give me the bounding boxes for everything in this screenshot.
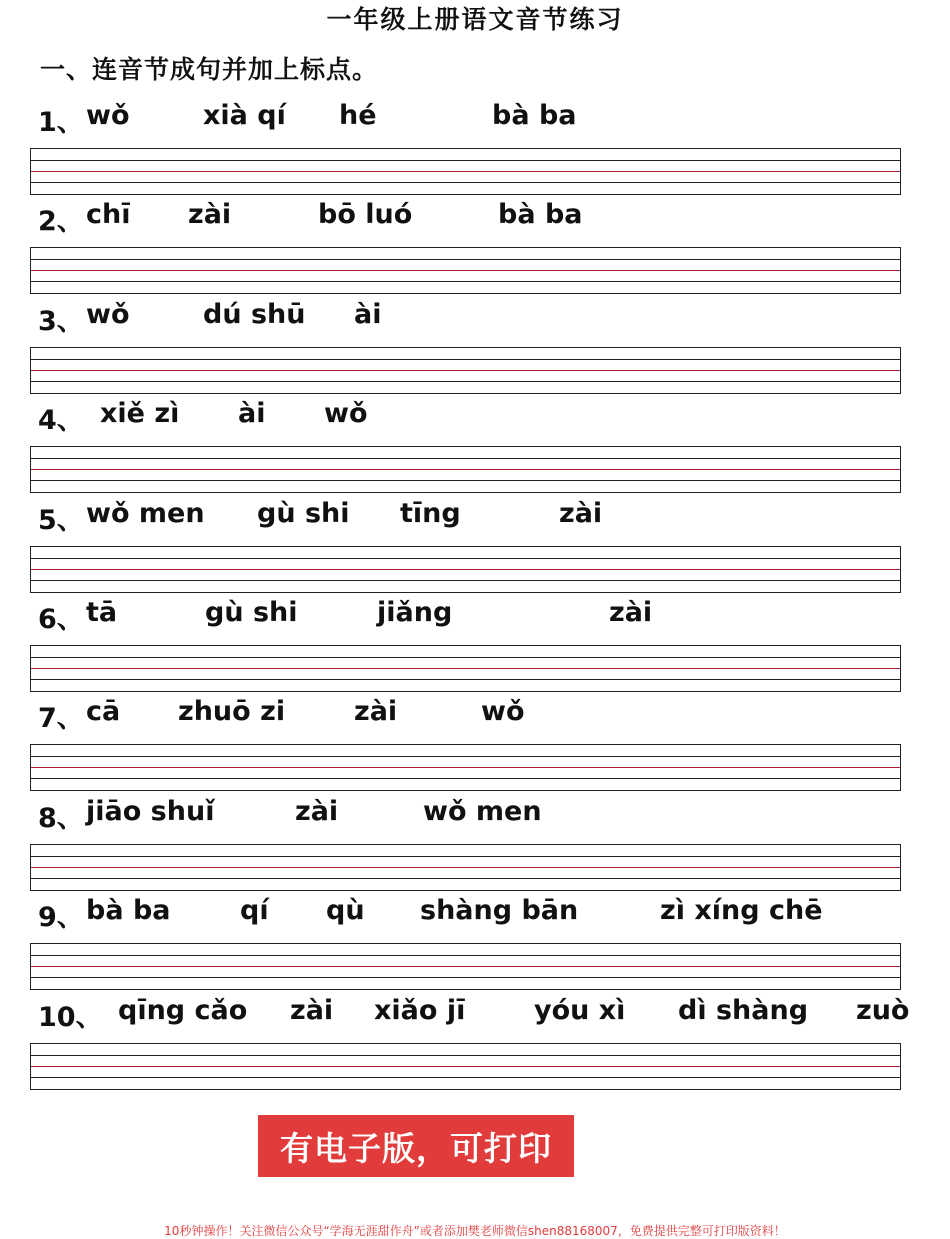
ruling-line xyxy=(31,160,900,161)
pinyin-word: tā xyxy=(86,597,118,628)
writing-lines[interactable] xyxy=(30,1043,901,1090)
ruling-line xyxy=(31,1077,900,1078)
question-item xyxy=(0,895,950,994)
pinyin-word: xiǎo jī xyxy=(374,994,466,1026)
section-heading: 一、连音节成句并加上标点。 xyxy=(40,55,379,84)
question-item xyxy=(0,796,950,895)
pinyin-word: wǒ xyxy=(86,298,130,330)
question-number: 8、 xyxy=(38,802,84,834)
question-item xyxy=(0,100,950,199)
ruling-line xyxy=(31,569,900,570)
pinyin-word: zài xyxy=(559,497,603,529)
pinyin-word: bà ba xyxy=(492,100,577,131)
pinyin-word: qīng cǎo xyxy=(118,994,248,1026)
ruling-line xyxy=(31,679,900,680)
pinyin-word: zài xyxy=(354,696,398,728)
question-number: 3、 xyxy=(38,305,84,337)
pinyin-word: xiě zì xyxy=(100,398,180,430)
question-number: 5、 xyxy=(38,504,84,536)
pinyin-word: jiāo shuǐ xyxy=(86,795,215,827)
pinyin-word: wǒ xyxy=(481,696,525,728)
writing-lines[interactable] xyxy=(30,943,901,990)
pinyin-word: ài xyxy=(354,298,382,330)
question-item xyxy=(0,498,950,597)
question-number: 9、 xyxy=(38,902,84,934)
pinyin-word: wǒ men xyxy=(86,497,205,529)
pinyin-word: bà ba xyxy=(86,895,171,927)
ruling-line xyxy=(31,756,900,757)
pinyin-word: wǒ xyxy=(324,398,368,430)
pinyin-word: yóu xì xyxy=(534,994,626,1026)
page-title: 一年级上册语文音节练习 xyxy=(326,5,624,34)
ruling-line xyxy=(31,558,900,559)
ruling-line xyxy=(31,171,900,172)
question-number: 1、 xyxy=(38,107,84,138)
pinyin-word: tīng xyxy=(400,497,461,529)
question-number: 7、 xyxy=(38,703,84,735)
ruling-line xyxy=(31,1066,900,1067)
electronic-version-badge: 有电子版，可打印 xyxy=(258,1115,574,1177)
ruling-line xyxy=(31,966,900,967)
pinyin-word: zài xyxy=(609,597,653,628)
question-number: 4、 xyxy=(38,405,84,437)
question-item xyxy=(0,995,950,1094)
ruling-line xyxy=(31,458,900,459)
ruling-line xyxy=(31,281,900,282)
writing-lines[interactable] xyxy=(30,446,901,493)
writing-lines[interactable] xyxy=(30,247,901,294)
pinyin-word: zhuō zi xyxy=(178,696,286,728)
ruling-line xyxy=(31,977,900,978)
ruling-line xyxy=(31,1055,900,1056)
ruling-line xyxy=(31,370,900,371)
ruling-line xyxy=(31,359,900,360)
pinyin-word: wǒ xyxy=(86,100,130,131)
writing-lines[interactable] xyxy=(30,844,901,891)
ruling-line xyxy=(31,856,900,857)
ruling-line xyxy=(31,767,900,768)
pinyin-word: xià qí xyxy=(203,100,286,131)
pinyin-word: gù shi xyxy=(205,597,298,628)
question-number: 6、 xyxy=(38,604,84,635)
ruling-line xyxy=(31,270,900,271)
ruling-line xyxy=(31,668,900,669)
pinyin-word: zài xyxy=(188,199,232,231)
pinyin-word: jiǎng xyxy=(377,597,453,628)
question-item xyxy=(0,696,950,795)
ruling-line xyxy=(31,469,900,470)
pinyin-word: zuò xyxy=(856,994,910,1026)
question-number: 2、 xyxy=(38,206,84,238)
pinyin-word: zài xyxy=(295,795,339,827)
pinyin-word: bō luó xyxy=(318,199,413,231)
question-number: 10、 xyxy=(38,1001,103,1033)
ruling-line xyxy=(31,878,900,879)
footer-note: 10秒钟操作！关注微信公众号“学海无涯甜作舟”或者添加樊老师微信shen88168007，免费提供完整可打印版资料！ xyxy=(164,1224,786,1238)
pinyin-word: qù xyxy=(326,895,365,927)
pinyin-word: chī xyxy=(86,199,131,231)
pinyin-word: zì xíng chē xyxy=(660,895,823,927)
pinyin-word: shàng bān xyxy=(420,895,579,927)
ruling-line xyxy=(31,480,900,481)
ruling-line xyxy=(31,778,900,779)
writing-lines[interactable] xyxy=(30,645,901,692)
ruling-line xyxy=(31,182,900,183)
pinyin-word: qí xyxy=(240,895,269,927)
ruling-line xyxy=(31,259,900,260)
pinyin-word: gù shi xyxy=(257,497,350,529)
writing-lines[interactable] xyxy=(30,744,901,791)
ruling-line xyxy=(31,580,900,581)
ruling-line xyxy=(31,955,900,956)
question-item xyxy=(0,299,950,398)
ruling-line xyxy=(31,867,900,868)
question-item xyxy=(0,398,950,497)
pinyin-word: dú shū xyxy=(203,298,306,330)
question-item xyxy=(0,597,950,696)
writing-lines[interactable] xyxy=(30,148,901,195)
ruling-line xyxy=(31,381,900,382)
pinyin-word: ài xyxy=(238,398,266,430)
ruling-line xyxy=(31,657,900,658)
writing-lines[interactable] xyxy=(30,546,901,593)
question-item xyxy=(0,199,950,298)
pinyin-word: bà ba xyxy=(498,199,583,231)
pinyin-word: dì shàng xyxy=(678,994,809,1026)
pinyin-word: zài xyxy=(290,994,334,1026)
pinyin-word: wǒ men xyxy=(423,795,542,827)
pinyin-word: hé xyxy=(339,100,377,131)
pinyin-word: cā xyxy=(86,696,121,728)
writing-lines[interactable] xyxy=(30,347,901,394)
